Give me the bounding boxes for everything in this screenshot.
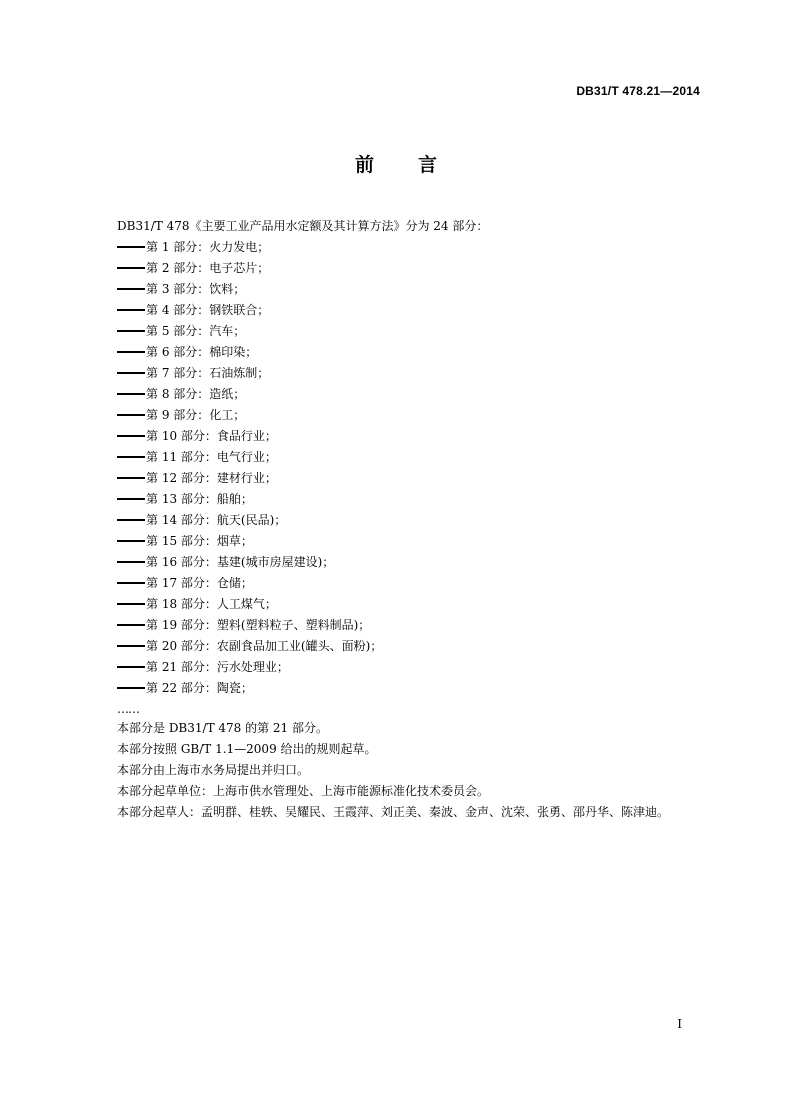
part-label: 第 10 部分：食品行业；	[146, 429, 277, 443]
em-dash-marker	[117, 561, 145, 563]
list-item	[117, 678, 717, 699]
part-label: 第 4 部分：钢铁联合；	[146, 303, 270, 317]
part-label: 第 20 部分：农副食品加工业(罐头、面粉)；	[146, 639, 383, 653]
ellipsis: ……	[117, 702, 139, 716]
list-item	[117, 615, 717, 636]
em-dash-marker	[117, 330, 145, 332]
statement-line: 本部分按照 GB/T 1.1—2009 给出的规则起草。	[117, 742, 377, 756]
em-dash-marker	[117, 435, 145, 437]
list-item	[117, 552, 717, 573]
em-dash-marker	[117, 288, 145, 290]
list-item	[117, 384, 717, 405]
part-label: 第 5 部分：汽车；	[146, 324, 246, 338]
em-dash-marker	[117, 666, 145, 668]
list-item	[117, 489, 717, 510]
part-label: 第 21 部分：污水处理业；	[146, 660, 289, 674]
em-dash-marker	[117, 603, 145, 605]
em-dash-marker	[117, 267, 145, 269]
list-item	[117, 531, 717, 552]
em-dash-marker	[117, 477, 145, 479]
em-dash-marker	[117, 519, 145, 521]
list-item	[117, 636, 717, 657]
em-dash-marker	[117, 351, 145, 353]
em-dash-marker	[117, 645, 145, 647]
part-label: 第 22 部分：陶瓷；	[146, 681, 253, 695]
em-dash-marker	[117, 498, 145, 500]
list-item	[117, 237, 717, 258]
em-dash-marker	[117, 414, 145, 416]
part-label: 第 17 部分：仓储；	[146, 576, 253, 590]
list-item	[117, 594, 717, 615]
list-item	[117, 573, 717, 594]
list-item	[117, 321, 717, 342]
part-label: 第 19 部分：塑料(塑料粒子、塑料制品)；	[146, 618, 371, 632]
statement-line: 本部分起草人：孟明群、桂轶、吴耀民、王霞萍、刘正美、秦波、金声、沈荣、张勇、邵丹华、陈津迪。	[117, 805, 670, 819]
intro-paragraph: DB31/T 478《主要工业产品用水定额及其计算方法》分为 24 部分：	[117, 219, 489, 233]
foreword-body	[117, 216, 717, 823]
list-item	[117, 468, 717, 489]
part-label: 第 2 部分：电子芯片；	[146, 261, 270, 275]
statement-line: 本部分起草单位：上海市供水管理处、上海市能源标准化技术委员会。	[117, 784, 490, 798]
em-dash-marker	[117, 456, 145, 458]
part-label: 第 8 部分：造纸；	[146, 387, 246, 401]
em-dash-marker	[117, 540, 145, 542]
part-label: 第 1 部分：火力发电；	[146, 240, 270, 254]
em-dash-marker	[117, 309, 145, 311]
list-item	[117, 405, 717, 426]
document-code: DB31/T 478.21—2014	[576, 84, 700, 98]
part-label: 第 11 部分：电气行业；	[146, 450, 277, 464]
part-label: 第 6 部分：棉印染；	[146, 345, 258, 359]
list-item	[117, 342, 717, 363]
part-label: 第 9 部分：化工；	[146, 408, 246, 422]
list-item	[117, 657, 717, 678]
part-label: 第 14 部分：航天(民品)；	[146, 513, 287, 527]
em-dash-marker	[117, 687, 145, 689]
page-title: 前言	[354, 154, 481, 176]
list-item	[117, 258, 717, 279]
list-item	[117, 363, 717, 384]
statements-list	[117, 718, 717, 823]
em-dash-marker	[117, 393, 145, 395]
em-dash-marker	[117, 372, 145, 374]
part-label: 第 18 部分：人工煤气；	[146, 597, 277, 611]
em-dash-marker	[117, 582, 145, 584]
part-label: 第 15 部分：烟草；	[146, 534, 253, 548]
list-item	[117, 426, 717, 447]
part-label: 第 7 部分：石油炼制；	[146, 366, 270, 380]
statement-line: 本部分由上海市水务局提出并归口。	[117, 763, 310, 777]
list-item	[117, 300, 717, 321]
em-dash-marker	[117, 246, 145, 248]
page-number: I	[677, 1017, 682, 1031]
list-item	[117, 447, 717, 468]
part-label: 第 12 部分：建材行业；	[146, 471, 277, 485]
part-label: 第 16 部分：基建(城市房屋建设)；	[146, 555, 335, 569]
part-label: 第 3 部分：饮料；	[146, 282, 246, 296]
em-dash-marker	[117, 624, 145, 626]
statement-line: 本部分是 DB31/T 478 的第 21 部分。	[117, 721, 329, 735]
part-label: 第 13 部分：船舶；	[146, 492, 253, 506]
list-item	[117, 510, 717, 531]
parts-list	[117, 237, 717, 699]
list-item	[117, 279, 717, 300]
